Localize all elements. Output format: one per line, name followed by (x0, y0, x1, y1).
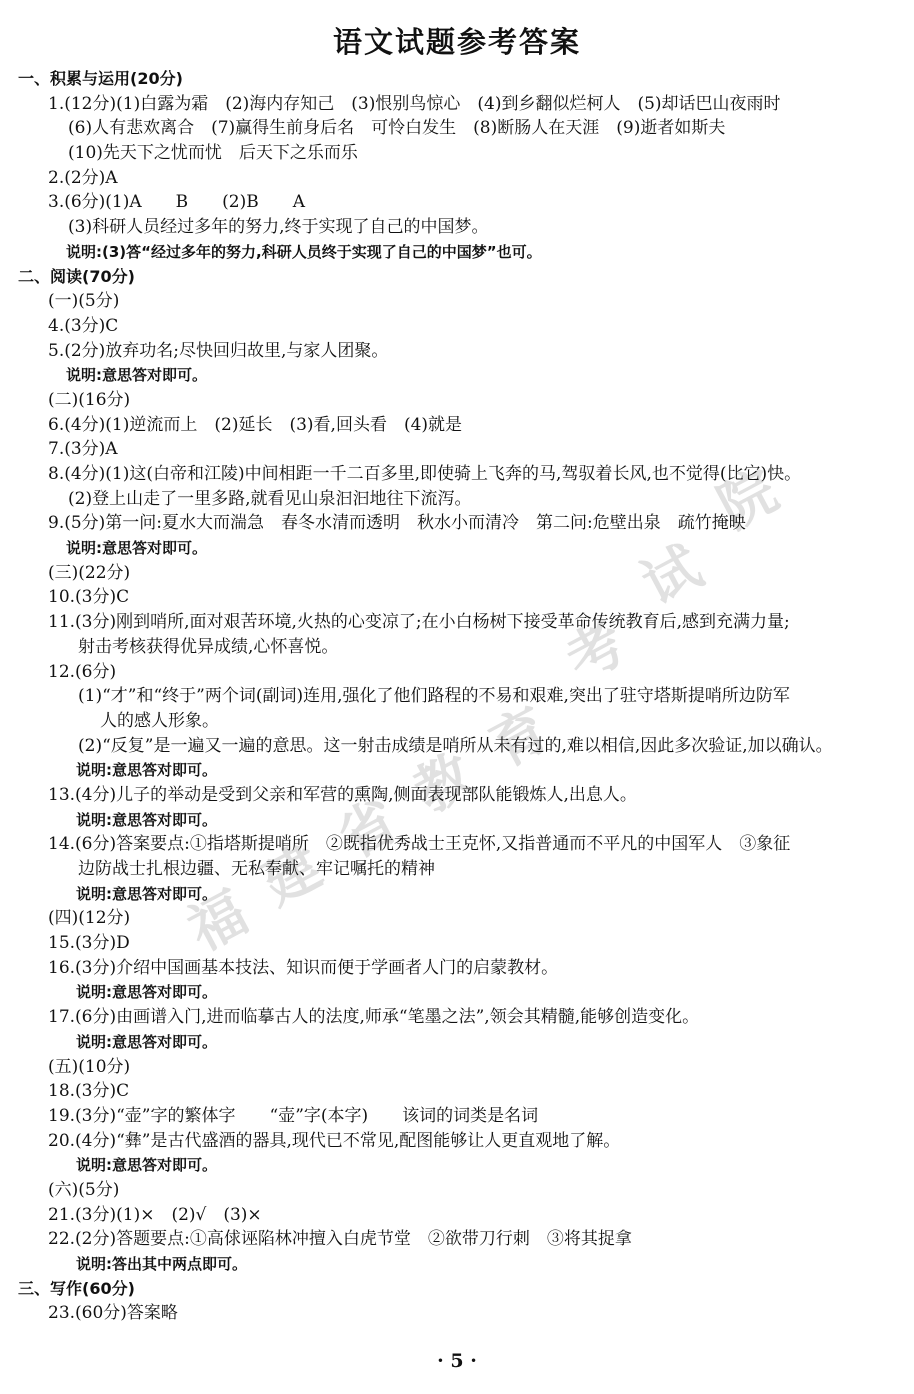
watermark-char: 考 (555, 609, 637, 694)
note-line: 说明:意思答对即可。 (76, 1032, 217, 1051)
answer-line: 3.(6分)(1)A B (2)B A (48, 192, 306, 213)
page-number: · 5 · (437, 1350, 477, 1372)
answer-line: 人的感人形象。 (100, 710, 219, 731)
section-heading: 一、积累与运用(20分) (18, 69, 183, 88)
answer-line (0, 92, 914, 117)
note-line: 说明:意思答对即可。 (76, 884, 217, 903)
subsection-heading: (二)(16分) (48, 389, 131, 410)
watermark-char: 建 (251, 833, 333, 918)
answer-text: (1)白露为霜 (2)海内存知己 (3)恨别鸟惊心 (4)到乡翻似烂柯人 (5)却话巴山夜雨时 (116, 93, 781, 114)
answer-line: 4.(3分)C (48, 315, 119, 336)
note-line: 说明:(3)答“经过多年的努力,科研人员终于实现了自己的中国梦”也可。 (66, 242, 542, 261)
answer-line: 边防战士扎根边疆、无私奉献、牢记嘱托的精神 (78, 859, 435, 879)
answer-line: 射击考核获得优异成绩,心怀喜悦。 (78, 636, 339, 657)
section-heading: 二、阅读(70分) (18, 266, 135, 286)
answer-line: 6.(4分)(1)逆流而上 (2)延长 (3)看,回头看 (4)就是 (48, 414, 463, 435)
subsection-heading: (一)(5分) (48, 291, 120, 312)
note-line: 说明:答出其中两点即可。 (76, 1255, 247, 1273)
watermark-char: 育 (479, 695, 561, 780)
answer-line: 8.(4分)(1)这(白帝和江陵)中间相距一千二百多里,即使骑上飞奔的马,驾驭着长风,也不觉得(比它)快。 (48, 464, 802, 484)
answer-line: 11.(3分)刚到哨所,面对艰苦环境,火热的心变凉了;在小白杨树下接受革命传统教育后,感到充满力量; (48, 612, 790, 633)
answer-line: (3)科研人员经过多年的努力,终于实现了自己的中国梦。 (68, 217, 489, 238)
watermark-char: 试 (631, 533, 713, 618)
answer-line: 15.(3分)D (48, 933, 130, 954)
subsection-heading: (六)(5分) (48, 1179, 120, 1200)
answer-line: 10.(3分)C (48, 587, 130, 608)
answer-line: 18.(3分)C (48, 1081, 130, 1102)
note-line: 说明:意思答对即可。 (76, 983, 217, 1002)
answer-document (0, 67, 914, 1326)
question-number: 1.(12分) (48, 93, 117, 114)
answer-line: 9.(5分)第一问:夏水大而湍急 春冬水清而透明 秋水小而清冷 第二问:危壁出泉 疏竹掩映 (48, 513, 746, 534)
watermark-char: 福 (177, 879, 259, 964)
answer-line: 20.(4分)“彝”是古代盛酒的器具,现代已不常见,配图能够让人更直观地了解。 (48, 1130, 621, 1151)
note-line: 说明:意思答对即可。 (76, 1156, 217, 1175)
answer-line: 22.(2分)答题要点:①高俅诬陷林冲擅入白虎节堂 ②欲带刀行刺 ③将其捉拿 (48, 1229, 632, 1250)
note-line: 说明:意思答对即可。 (76, 761, 217, 780)
section-heading: 三、写作(60分) (18, 1278, 135, 1298)
subsection-heading: (五)(10分) (48, 1056, 131, 1077)
answer-line: 16.(3分)介绍中国画基本技法、知识而便于学画者人门的启蒙教材。 (48, 957, 559, 978)
subsection-heading: (三)(22分) (48, 562, 131, 583)
subsection-heading: (四)(12分) (48, 908, 131, 929)
answer-line: 19.(3分)“壶”字的繁体字 “壶”字(本字) 该词的词类是名词 (48, 1105, 539, 1126)
answer-line: 5.(2分)放弃功名;尽快回归故里,与家人团聚。 (48, 340, 389, 361)
page-title: 语文试题参考答案 (332, 25, 581, 59)
answer-line: 23.(60分)答案略 (48, 1303, 178, 1324)
answer-line: 2.(2分)A (48, 167, 118, 188)
answer-line: (6)人有悲欢离合 (7)赢得生前身后名 可怜白发生 (8)断肠人在天涯 (9)逝者如斯夫 (68, 118, 726, 139)
answer-line: 21.(3分)(1)× (2)√ (3)× (48, 1204, 262, 1225)
answer-line: 7.(3分)A (48, 439, 118, 460)
answer-line: 17.(6分)由画谱入门,进而临摹古人的法度,师承“笔墨之法”,领会其精髓,能够创造变化。 (48, 1007, 700, 1028)
note-line: 说明:意思答对即可。 (76, 810, 217, 829)
answer-line: 13.(4分)儿子的举动是受到父亲和军营的熏陶,侧面表现部队能锻炼人,出息人。 (48, 784, 637, 805)
answer-line: (2)“反复”是一遍又一遍的意思。这一射击成绩是哨所从未有过的,难以相信,因此多次验证,加以确认。 (78, 735, 833, 756)
answer-line: (2)登上山走了一里多路,就看见山泉汩汩地往下流泻。 (68, 488, 472, 509)
watermark-char: 教 (403, 741, 485, 826)
answer-line: (10)先天下之忧而忧 后天下之乐而乐 (68, 143, 358, 164)
answer-line: 12.(6分) (48, 661, 117, 682)
watermark-char: 院 (707, 457, 789, 542)
note-line: 说明:意思答对即可。 (66, 539, 207, 558)
watermark-char: 省 (327, 787, 409, 872)
note-line: 说明:意思答对即可。 (66, 366, 207, 385)
answer-line: (1)“才”和“终于”两个词(副词)连用,强化了他们路程的不易和艰难,突出了驻守塔斯提哨所边防军 (78, 686, 790, 707)
answer-line: 14.(6分)答案要点:①指塔斯提哨所 ②既指优秀战士王克怀,又指普通而不平凡的中国军人 ③象征 (48, 834, 791, 855)
